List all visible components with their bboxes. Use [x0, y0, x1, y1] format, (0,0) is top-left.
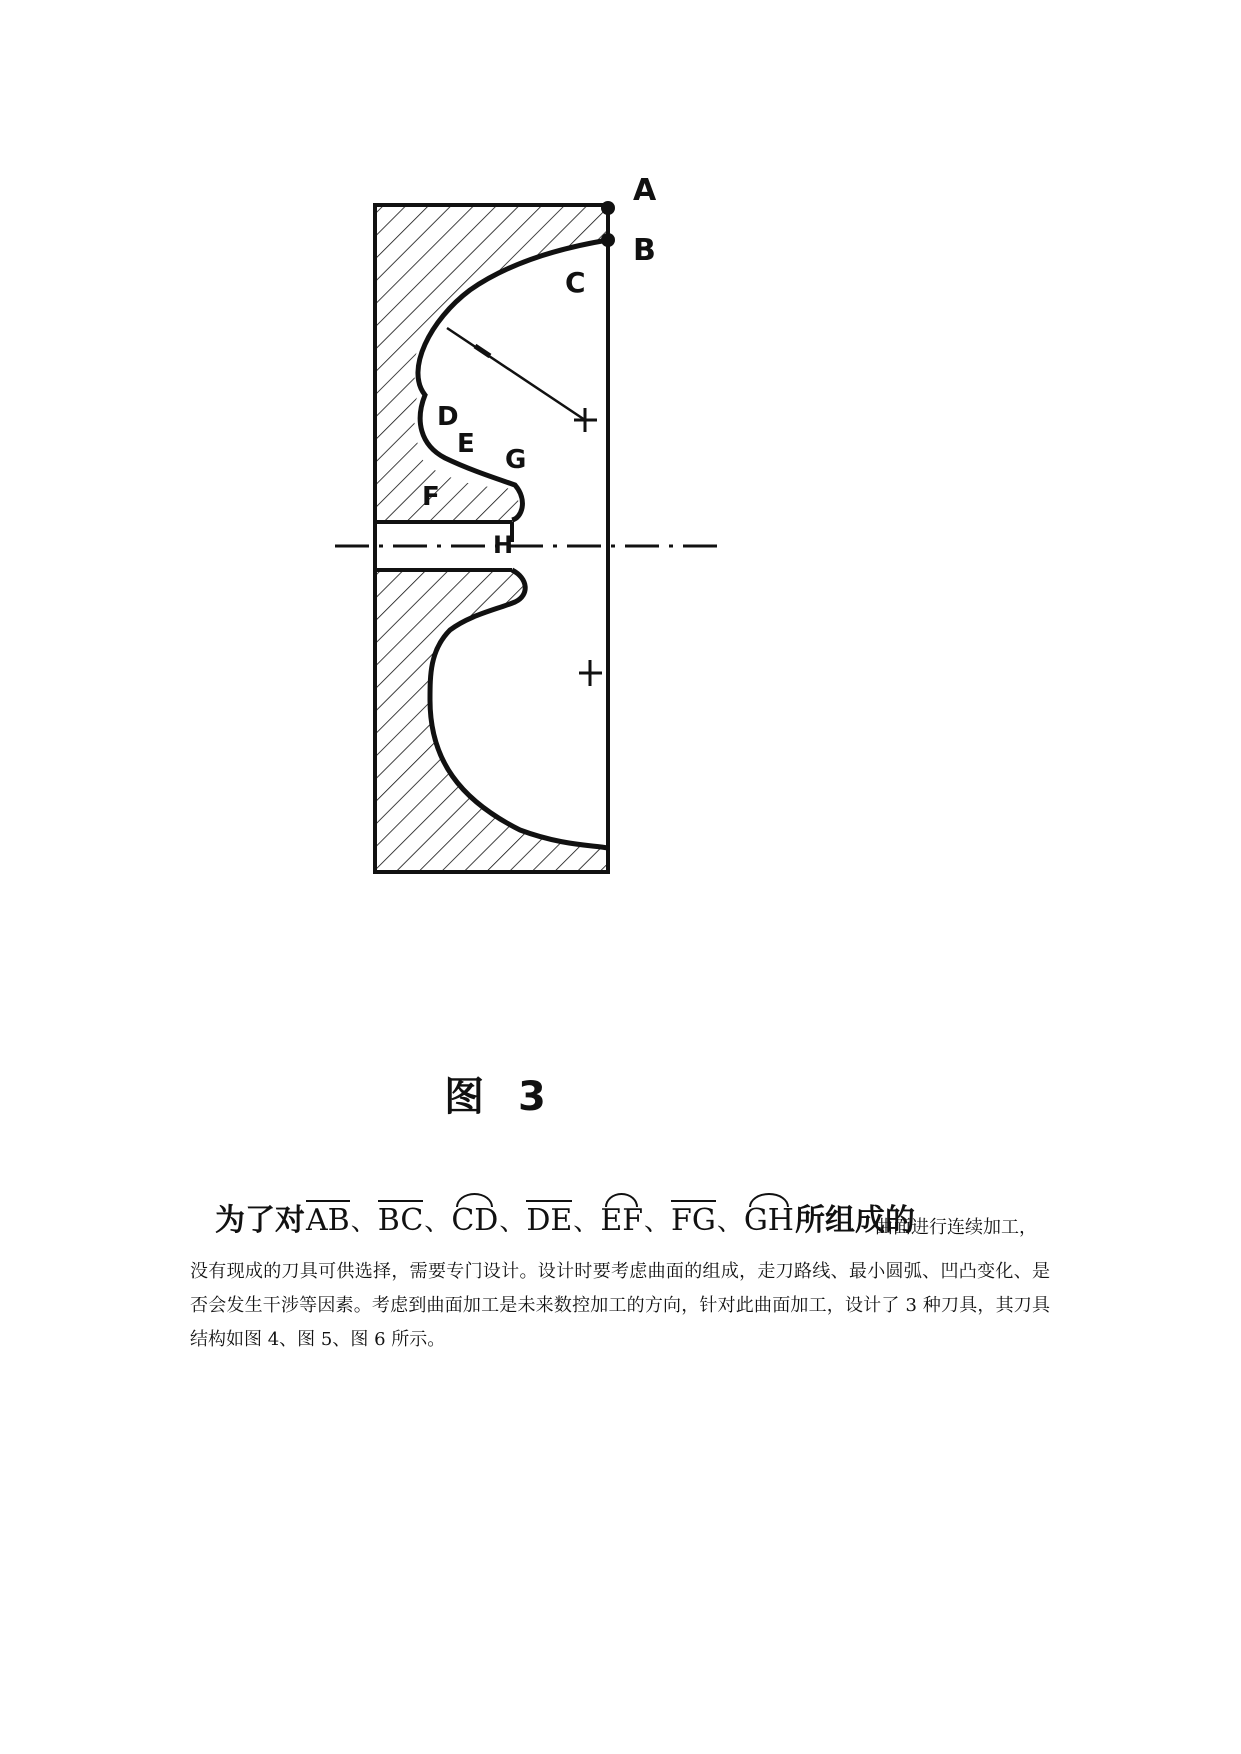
label-c: C — [565, 266, 586, 299]
center-mark-lower — [579, 660, 602, 686]
segment-bc: BC — [377, 1203, 424, 1238]
label-g: G — [505, 445, 527, 475]
body-paragraph: 没有现成的刀具可供选择，需要专门设计。设计时要考虑曲面的组成，走刀路线、最小圆弧、凹凸变化、是否会发生干涉等因素。考虑到曲面加工是未来数控加工的方向，针对此曲面加工，设计了 3 种刀具，其刀具结构如图 4、图 5、图 6 所示。 — [190, 1261, 1050, 1350]
lead-sentence — [215, 1185, 1095, 1255]
segment-ab: AB — [306, 1203, 350, 1238]
center-mark-upper — [574, 408, 597, 432]
lead-tail: 曲面进行连续加工， — [875, 1217, 1037, 1238]
label-f: F — [422, 482, 440, 512]
figure-caption: 图 3 — [444, 1074, 556, 1120]
segment-fg: FG — [671, 1203, 716, 1238]
segment-ef: EF — [600, 1203, 644, 1238]
hatched-solid-lower — [375, 570, 608, 872]
label-h: H — [493, 531, 514, 559]
point-a-dot — [601, 201, 615, 215]
segment-de: DE — [526, 1203, 573, 1238]
segment-cd: CD — [451, 1203, 499, 1238]
label-a: A — [633, 173, 657, 208]
label-b: B — [633, 233, 656, 268]
radius-line — [447, 328, 585, 420]
label-d: D — [437, 402, 459, 432]
segment-gh: GH — [743, 1203, 794, 1238]
lead-formula: 为了对AB、BC、CD、DE、EF、FG、GH所组成的 — [215, 1203, 915, 1238]
point-b-dot — [601, 233, 615, 247]
label-e: E — [457, 429, 475, 459]
lead-suffix: 所组成的 — [794, 1203, 915, 1238]
lead-prefix: 为了对 — [215, 1203, 305, 1238]
